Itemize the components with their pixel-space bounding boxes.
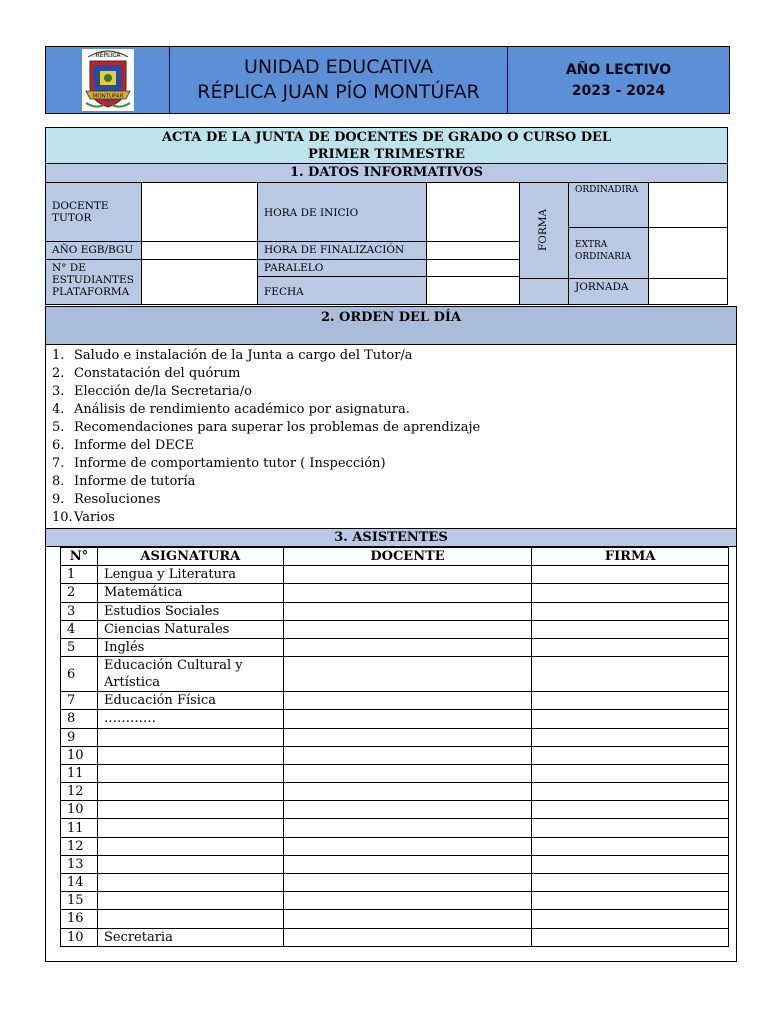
row-firma-field[interactable]: [532, 710, 729, 728]
table-row: [61, 801, 729, 819]
row-asignatura: [97, 783, 283, 801]
hora-inicio-label: HORA DE INICIO: [257, 182, 427, 242]
col-header-num: N°: [61, 548, 98, 566]
col-header-firma: FIRMA: [532, 548, 729, 566]
table-row: [61, 746, 729, 764]
row-number: 15: [61, 892, 98, 910]
hora-fin-label: HORA DE FINALIZACIÓN: [257, 241, 427, 260]
table-row: [61, 657, 729, 692]
agenda-item-number: 4.: [52, 402, 65, 417]
school-year-label: AÑO LECTIVO: [565, 62, 672, 78]
row-firma-field[interactable]: [532, 910, 729, 928]
row-number: 6: [61, 657, 98, 692]
acta-form: [45, 127, 728, 962]
row-firma-field[interactable]: [532, 837, 729, 855]
agenda-item-text: Informe del DECE: [74, 438, 195, 453]
row-asignatura: [97, 837, 283, 855]
logo-text-banner: MONTUFAR: [92, 93, 124, 100]
docente-tutor-label: DOCENTE TUTOR: [45, 182, 142, 242]
row-asignatura: Inglés: [97, 638, 283, 656]
row-docente-field[interactable]: [283, 638, 532, 656]
school-year-value: 2023 - 2024: [571, 83, 666, 99]
section-datos-informativos-title: 1. DATOS INFORMATIVOS: [45, 163, 728, 183]
row-asignatura: [97, 910, 283, 928]
row-number: 4: [61, 620, 98, 638]
row-number: 1: [61, 566, 98, 584]
row-number: 12: [61, 837, 98, 855]
row-docente-field[interactable]: [283, 728, 532, 746]
row-firma-field[interactable]: [532, 874, 729, 892]
row-firma-field[interactable]: [532, 892, 729, 910]
table-row: [61, 928, 729, 946]
row-asignatura: [97, 746, 283, 764]
row-firma-field[interactable]: [532, 783, 729, 801]
table-row: [61, 764, 729, 782]
agenda-item-number: 2.: [52, 366, 65, 381]
table-row: [61, 710, 729, 728]
logo-cell: [46, 47, 170, 113]
row-firma-field[interactable]: [532, 692, 729, 710]
row-docente-field[interactable]: [283, 584, 532, 602]
agenda-item: [52, 365, 480, 383]
row-docente-field[interactable]: [283, 746, 532, 764]
row-firma-field[interactable]: [532, 566, 729, 584]
row-docente-field[interactable]: [283, 566, 532, 584]
agenda-item: [52, 401, 480, 419]
table-row: [61, 638, 729, 656]
row-number: 16: [61, 910, 98, 928]
row-number: 11: [61, 764, 98, 782]
school-name-line1: UNIDAD EDUCATIVA: [243, 56, 433, 78]
agenda-item-text: Informe de tutoría: [74, 474, 196, 489]
acta-title-line2: PRIMER TRIMESTRE: [308, 147, 465, 162]
jornada-label: JORNADA: [568, 278, 649, 305]
row-firma-field[interactable]: [532, 855, 729, 873]
extra-ordinaria-label: EXTRA ORDINARIA: [568, 227, 649, 279]
fecha-field[interactable]: [426, 276, 520, 305]
extra-ordinaria-field[interactable]: [648, 227, 728, 279]
row-docente-field[interactable]: [283, 602, 532, 620]
row-number: 11: [61, 819, 98, 837]
row-asignatura: [97, 819, 283, 837]
table-row: [61, 910, 729, 928]
col-header-docente: DOCENTE: [283, 548, 532, 566]
asistentes-table: [60, 547, 729, 947]
row-number: 3: [61, 602, 98, 620]
row-docente-field[interactable]: [283, 764, 532, 782]
agenda-item-text: Varios: [74, 510, 115, 525]
row-docente-field[interactable]: [283, 928, 532, 946]
row-number: 14: [61, 874, 98, 892]
paralelo-label: PARALELO: [257, 259, 427, 277]
school-year-cell: [508, 47, 729, 113]
table-row: [61, 602, 729, 620]
agenda-item-text: Recomendaciones para superar los problemas de aprendizaje: [74, 420, 481, 435]
agenda-item-text: Análisis de rendimiento académico por asignatura.: [74, 402, 410, 417]
table-row: [61, 819, 729, 837]
acta-title: [45, 127, 728, 164]
table-row: [61, 837, 729, 855]
row-docente-field[interactable]: [283, 692, 532, 710]
agenda-item-number: 6.: [52, 438, 65, 453]
hora-inicio-field[interactable]: [426, 182, 520, 242]
agenda-item-text: Saludo e instalación de la Junta a cargo del Tutor/a: [74, 348, 413, 363]
table-row: [61, 855, 729, 873]
agenda-item: [52, 419, 480, 437]
ordinaria-label: ORDINADIRA: [568, 182, 649, 228]
section-asistentes-title: 3. ASISTENTES: [45, 528, 737, 547]
school-name-line2: RÉPLICA JUAN PÍO MONTÚFAR: [197, 81, 480, 103]
agenda-item: [52, 491, 480, 509]
agenda-item-number: 5.: [52, 420, 65, 435]
forma-label: FORMA: [537, 208, 549, 251]
row-number: 9: [61, 728, 98, 746]
agenda-item: [52, 473, 480, 491]
table-row: [61, 620, 729, 638]
table-row: [61, 874, 729, 892]
row-firma-field[interactable]: [532, 728, 729, 746]
acta-title-line1: ACTA DE LA JUNTA DE DOCENTES DE GRADO O CURSO DEL: [161, 130, 612, 145]
row-number: 13: [61, 855, 98, 873]
row-docente-field[interactable]: [283, 910, 532, 928]
row-asignatura: Estudios Sociales: [97, 602, 283, 620]
agenda-item-text: Constatación del quórum: [74, 366, 241, 381]
row-asignatura: Educación Física: [97, 692, 283, 710]
row-asignatura: [97, 892, 283, 910]
row-docente-field[interactable]: [283, 783, 532, 801]
school-crest-logo: [46, 47, 170, 113]
agenda-item-number: 1.: [52, 348, 65, 363]
row-docente-field[interactable]: [283, 874, 532, 892]
logo-text-top: RÉPLICA: [95, 52, 121, 59]
school-name-cell: [170, 47, 508, 113]
row-firma-field[interactable]: [532, 602, 729, 620]
asistentes-header-row: [61, 548, 729, 566]
row-docente-field[interactable]: [283, 620, 532, 638]
agenda-item-number: 10.: [52, 510, 73, 525]
row-number: 12: [61, 783, 98, 801]
row-firma-field[interactable]: [532, 638, 729, 656]
row-asignatura: [97, 874, 283, 892]
row-docente-field[interactable]: [283, 819, 532, 837]
jornada-field[interactable]: [648, 278, 728, 305]
row-asignatura: [97, 801, 283, 819]
orden-del-dia-list: [45, 344, 737, 529]
row-firma-field[interactable]: [532, 819, 729, 837]
row-docente-field[interactable]: [283, 657, 532, 692]
row-firma-field[interactable]: [532, 801, 729, 819]
docente-tutor-field[interactable]: [141, 182, 258, 242]
row-asignatura: Matemática: [97, 584, 283, 602]
row-docente-field[interactable]: [283, 837, 532, 855]
row-number: 10: [61, 801, 98, 819]
row-asignatura: Secretaria: [97, 928, 283, 946]
row-asignatura: [97, 855, 283, 873]
paralelo-field[interactable]: [426, 259, 520, 277]
num-estudiantes-field[interactable]: [141, 259, 258, 305]
row-firma-field[interactable]: [532, 764, 729, 782]
forma-blank-cell: [519, 278, 569, 305]
table-row: [61, 692, 729, 710]
anio-egb-label: AÑO EGB/BGU: [45, 241, 142, 260]
row-docente-field[interactable]: [283, 801, 532, 819]
ordinaria-field[interactable]: [648, 182, 728, 228]
row-firma-field[interactable]: [532, 746, 729, 764]
agenda-item-text: Elección de/la Secretaria/o: [74, 384, 252, 399]
row-asignatura: [97, 764, 283, 782]
fecha-label: FECHA: [257, 276, 427, 305]
col-header-asignatura: ASIGNATURA: [97, 548, 283, 566]
table-row: [61, 584, 729, 602]
agenda-item-number: 3.: [52, 384, 65, 399]
row-number: 2: [61, 584, 98, 602]
agenda-item-number: 8.: [52, 474, 65, 489]
agenda-item: [52, 509, 480, 527]
row-asignatura: Educación Cultural y Artística: [97, 657, 283, 692]
agenda-item-number: 7.: [52, 456, 65, 471]
row-docente-field[interactable]: [283, 855, 532, 873]
agenda-item-number: 9.: [52, 492, 65, 507]
agenda-item-text: Resoluciones: [74, 492, 161, 507]
row-number: 7: [61, 692, 98, 710]
row-asignatura: Lengua y Literatura: [97, 566, 283, 584]
agenda-item: [52, 455, 480, 473]
row-docente-field[interactable]: [283, 710, 532, 728]
num-estudiantes-label: N° DE ESTUDIANTES PLATAFORMA: [45, 259, 142, 305]
row-number: 8: [61, 710, 98, 728]
table-row: [61, 892, 729, 910]
row-firma-field[interactable]: [532, 620, 729, 638]
row-asignatura: Ciencias Naturales: [97, 620, 283, 638]
hora-fin-field[interactable]: [426, 241, 520, 260]
row-asignatura: [97, 728, 283, 746]
agenda-item-text: Informe de comportamiento tutor ( Inspección): [74, 456, 386, 471]
forma-label-cell: [519, 182, 569, 279]
document-header: [45, 46, 730, 114]
agenda-item: [52, 383, 480, 401]
row-firma-field[interactable]: [532, 584, 729, 602]
row-docente-field[interactable]: [283, 892, 532, 910]
row-firma-field[interactable]: [532, 657, 729, 692]
table-row: [61, 783, 729, 801]
agenda-item: [52, 347, 480, 365]
row-asignatura: …………: [97, 710, 283, 728]
row-number: 10: [61, 746, 98, 764]
section-orden-del-dia-title: 2. ORDEN DEL DÍA: [45, 306, 737, 345]
row-firma-field[interactable]: [532, 928, 729, 946]
agenda-item: [52, 437, 480, 455]
table-row: [61, 728, 729, 746]
row-number: 5: [61, 638, 98, 656]
anio-egb-field[interactable]: [141, 241, 258, 260]
table-row: [61, 566, 729, 584]
row-number: 10: [61, 928, 98, 946]
